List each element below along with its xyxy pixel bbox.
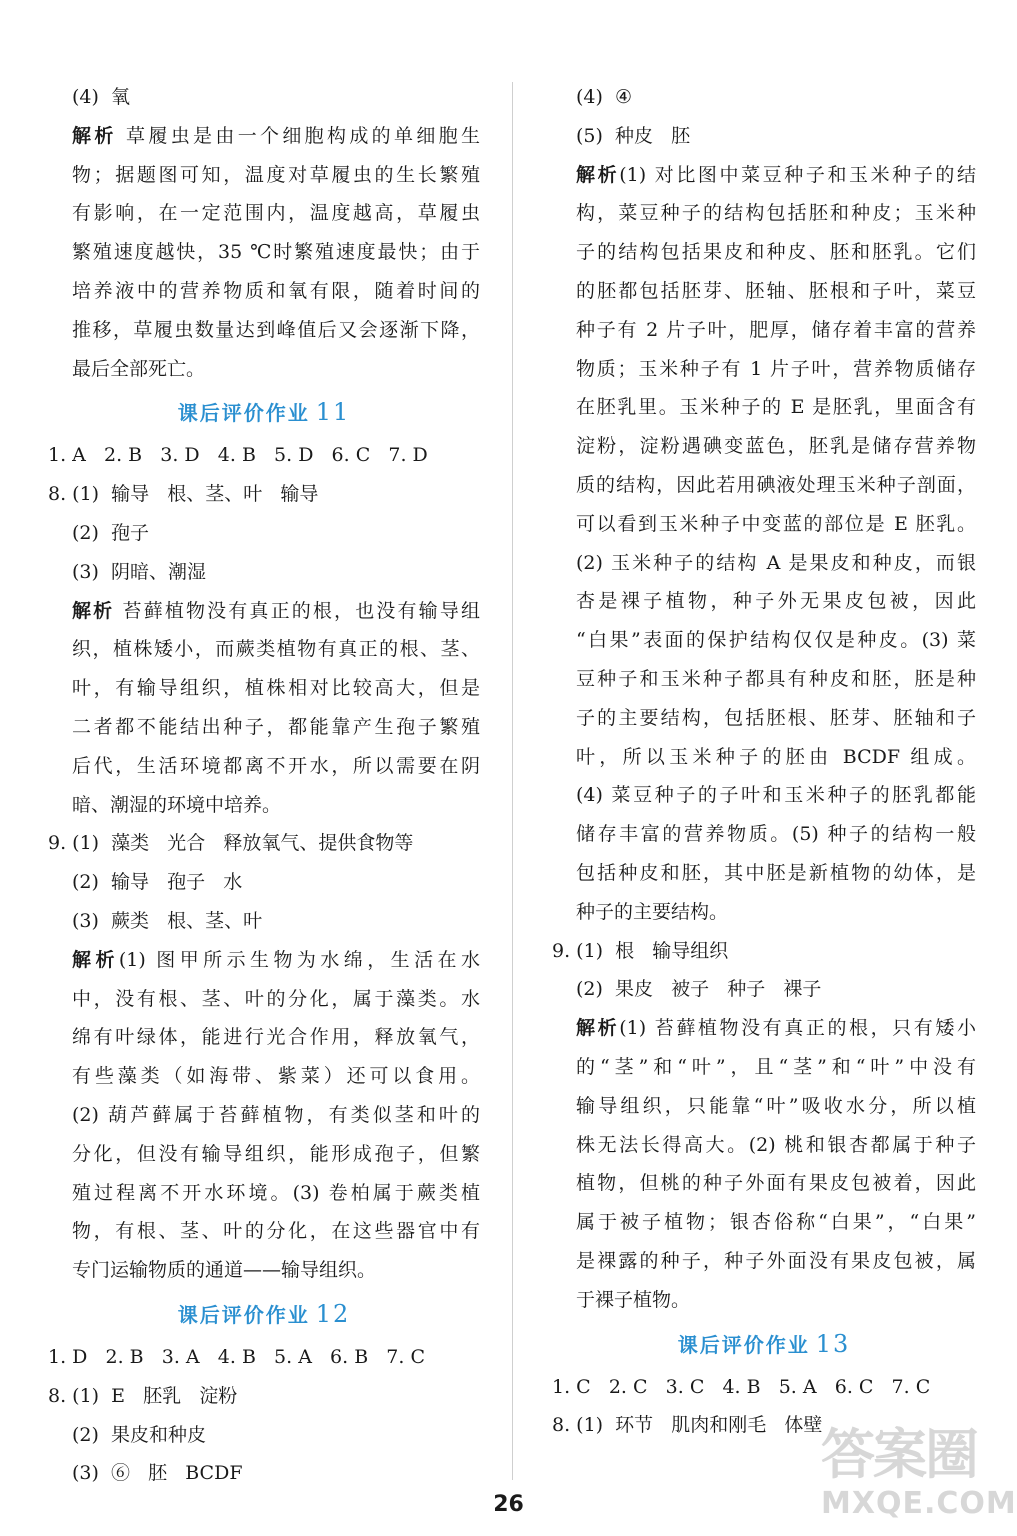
text-line bbox=[552, 1048, 976, 1087]
line-text: 草履虫是由一个细胞构成的单细胞生 bbox=[116, 124, 480, 147]
section-heading bbox=[552, 1320, 976, 1368]
text-line bbox=[552, 699, 976, 738]
analysis-line bbox=[48, 592, 480, 631]
line-text: (2) 孢子 bbox=[72, 521, 149, 544]
line-text: 二者都不能结出种子，都能靠产生孢子繁殖 bbox=[72, 715, 480, 738]
line-text: (3) 蕨类 根、茎、叶 bbox=[72, 909, 263, 932]
line-text: 物质；玉米种子有 1 片子叶，营养物质储存 bbox=[576, 357, 976, 380]
text-line bbox=[48, 311, 480, 350]
line-text: 绵有叶绿体，能进行光合作用，释放氧气， bbox=[72, 1026, 480, 1049]
line-text: 在胚乳里。玉米种子的 E 是胚乳，里面含有 bbox=[576, 396, 976, 419]
text-line bbox=[552, 815, 976, 854]
line-text: 子的主要结构，包括胚根、胚芽、胚轴和子 bbox=[576, 706, 976, 729]
line-text: 物；据题图可知，温度对草履虫的生长繁殖 bbox=[72, 163, 480, 186]
line-text: (4) ④ bbox=[576, 86, 633, 108]
section-heading-title: 课后评价作业 bbox=[177, 1302, 310, 1327]
text-line bbox=[48, 1135, 480, 1174]
text-line bbox=[552, 1087, 976, 1126]
text-line bbox=[552, 1368, 976, 1407]
text-line bbox=[48, 786, 480, 825]
line-text: 种子有 2 片子叶，肥厚，储存着丰富的营养 bbox=[576, 318, 976, 341]
line-text: 输导组织，只能靠“叶”吸收水分，所以植 bbox=[576, 1094, 976, 1117]
line-text: 9. (1) 藻类 光合 释放氧气、提供食物等 bbox=[48, 832, 414, 855]
line-text: “白果”表面的保护结构仅仅是种皮。(3) 菜 bbox=[576, 629, 976, 652]
line-text: 储存丰富的营养物质。(5) 种子的结构一般 bbox=[576, 823, 976, 846]
line-text: (4) 氧 bbox=[72, 86, 130, 108]
text-line bbox=[48, 1377, 480, 1416]
text-line bbox=[552, 233, 976, 272]
line-text: 织，植株矮小，而蕨类植物有真正的根、茎、 bbox=[72, 638, 480, 661]
analysis-keyword: 解析 bbox=[576, 1017, 620, 1040]
text-line bbox=[48, 902, 480, 941]
analysis-keyword: 解析 bbox=[72, 948, 119, 971]
column-divider bbox=[512, 82, 513, 1480]
line-text: 1. D 2. B 3. A 4. B 5. A 6. B 7. C bbox=[48, 1345, 425, 1368]
line-text: (5) 种皮 胚 bbox=[576, 124, 691, 147]
section-heading-title: 课后评价作业 bbox=[677, 1332, 810, 1357]
text-line bbox=[552, 970, 976, 1009]
text-line bbox=[48, 553, 480, 592]
text-line bbox=[48, 272, 480, 311]
text-line bbox=[48, 156, 480, 195]
text-line bbox=[552, 1203, 976, 1242]
line-text: 叶，有输导组织，植株相对比较高大，但是 bbox=[72, 677, 480, 700]
text-line bbox=[552, 388, 976, 427]
analysis-keyword: 解析 bbox=[576, 163, 620, 186]
line-text: (1) 对比图中菜豆种子和玉米种子的结 bbox=[619, 163, 976, 186]
text-line bbox=[552, 350, 976, 389]
line-text: 于裸子植物。 bbox=[576, 1288, 691, 1311]
text-line bbox=[552, 621, 976, 660]
analysis-line bbox=[48, 941, 480, 980]
text-line bbox=[552, 505, 976, 544]
text-line bbox=[48, 1018, 480, 1057]
line-text: 9. (1) 根 输导组织 bbox=[552, 939, 729, 962]
line-text: 物，有根、茎、叶的分化，在这些器官中有 bbox=[72, 1220, 480, 1243]
text-line bbox=[552, 854, 976, 893]
line-text: 是裸露的种子，种子外面没有果皮包被，属 bbox=[576, 1249, 976, 1272]
line-text: 的“茎”和“叶”，且“茎”和“叶”中没有 bbox=[576, 1055, 976, 1078]
text-line bbox=[48, 194, 480, 233]
text-line bbox=[552, 582, 976, 621]
line-text: 8. (1) 环节 肌肉和刚毛 体壁 bbox=[552, 1414, 823, 1437]
text-line bbox=[48, 863, 480, 902]
text-line bbox=[48, 669, 480, 708]
text-line bbox=[48, 1212, 480, 1251]
analysis-line bbox=[552, 1009, 976, 1048]
line-text: (2) 葫芦藓属于苔藓植物，有类似茎和叶的 bbox=[72, 1103, 480, 1126]
line-text: 种子的主要结构。 bbox=[576, 900, 729, 923]
line-text: 苔藓植物没有真正的根，也没有输导组 bbox=[114, 599, 480, 622]
analysis-line bbox=[48, 117, 480, 156]
text-line bbox=[552, 1164, 976, 1203]
line-text: 最后全部死亡。 bbox=[72, 357, 206, 380]
line-text: 8. (1) E 胚乳 淀粉 bbox=[48, 1384, 238, 1407]
line-text: (3) 阴暗、潮湿 bbox=[72, 560, 206, 583]
text-line bbox=[48, 630, 480, 669]
text-line bbox=[48, 436, 480, 475]
line-text: 可以看到玉米种子中变蓝的部位是 E 胚乳。 bbox=[576, 512, 976, 535]
text-line bbox=[552, 660, 976, 699]
section-heading-number: 12 bbox=[315, 1299, 351, 1328]
section-heading-title: 课后评价作业 bbox=[177, 401, 310, 426]
line-text: 有影响，在一定范围内，温度越高，草履虫 bbox=[72, 202, 480, 225]
text-line bbox=[552, 427, 976, 466]
text-line bbox=[48, 1338, 480, 1377]
line-text: (2) 果皮 被子 种子 裸子 bbox=[576, 978, 822, 1001]
line-text: 后代，生活环境都离不开水，所以需要在阴 bbox=[72, 754, 480, 777]
line-text: 1. C 2. C 3. C 4. B 5. A 6. C 7. C bbox=[552, 1375, 931, 1398]
line-text: (1) 苔藓植物没有真正的根，只有矮小 bbox=[619, 1017, 976, 1040]
text-line bbox=[552, 1126, 976, 1165]
line-text: (4) 菜豆种子的子叶和玉米种子的胚乳都能 bbox=[576, 784, 976, 807]
text-line bbox=[552, 78, 976, 117]
line-text: 属于被子植物；银杏俗称“白果”，“白果” bbox=[576, 1211, 976, 1234]
line-text: 株无法长得高大。(2) 桃和银杏都属于种子 bbox=[576, 1133, 976, 1156]
line-text: 豆种子和玉米种子都具有种皮和胚，胚是种 bbox=[576, 667, 976, 690]
text-line bbox=[48, 824, 480, 863]
text-line bbox=[48, 233, 480, 272]
line-text: (2) 果皮和种皮 bbox=[72, 1423, 206, 1446]
text-line bbox=[48, 1057, 480, 1096]
text-line bbox=[48, 708, 480, 747]
text-line bbox=[48, 1416, 480, 1455]
text-line bbox=[48, 78, 480, 117]
text-line bbox=[552, 932, 976, 971]
text-line bbox=[552, 311, 976, 350]
line-text: 8. (1) 输导 根、茎、叶 输导 bbox=[48, 483, 319, 506]
text-line bbox=[552, 738, 976, 777]
text-line bbox=[48, 350, 480, 389]
text-line bbox=[48, 747, 480, 786]
line-text: 杏是裸子植物，种子外无果皮包被，因此 bbox=[576, 590, 976, 613]
line-text: (2) 玉米种子的结构 A 是果皮和种皮，而银 bbox=[576, 551, 976, 574]
line-text: 子的结构包括果皮和种皮、胚和胚乳。它们 bbox=[576, 241, 976, 264]
text-line bbox=[552, 466, 976, 505]
text-line bbox=[552, 1281, 976, 1320]
text-line bbox=[48, 1174, 480, 1213]
section-heading-number: 11 bbox=[315, 398, 351, 427]
text-line bbox=[48, 1096, 480, 1135]
watermark-url: MXQE.COM bbox=[821, 1486, 1017, 1521]
line-text: 构，菜豆种子的结构包括胚和种皮；玉米种 bbox=[576, 202, 976, 225]
line-text: (1) 图甲所示生物为水绵，生活在水 bbox=[118, 948, 480, 971]
analysis-keyword: 解析 bbox=[72, 124, 117, 147]
text-line bbox=[48, 475, 480, 514]
line-text: 叶，所以玉米种子的胚由 BCDF 组成。 bbox=[576, 745, 976, 768]
text-line bbox=[48, 514, 480, 553]
text-line bbox=[552, 1242, 976, 1281]
analysis-line bbox=[552, 156, 976, 195]
line-text: 质的结构，因此若用碘液处理玉米种子剖面， bbox=[576, 473, 976, 496]
line-text: 培养液中的营养物质和氧有限，随着时间的 bbox=[72, 279, 480, 302]
text-line bbox=[48, 980, 480, 1019]
line-text: 暗、潮湿的环境中培养。 bbox=[72, 793, 282, 816]
section-heading bbox=[48, 1290, 480, 1338]
line-text: 分化，但没有输导组织，能形成孢子，但繁 bbox=[72, 1142, 480, 1165]
line-text: (2) 输导 孢子 水 bbox=[72, 871, 243, 894]
page-number: 26 bbox=[493, 1492, 524, 1517]
text-line bbox=[48, 1454, 480, 1493]
line-text: 殖过程离不开水环境。(3) 卷柏属于蕨类植 bbox=[72, 1181, 480, 1204]
line-text: 的胚都包括胚芽、胚轴、胚根和子叶，菜豆 bbox=[576, 279, 976, 302]
line-text: 植物，但桃的种子外面有果皮包被着，因此 bbox=[576, 1172, 976, 1195]
line-text: 1. A 2. B 3. D 4. B 5. D 6. C 7. D bbox=[48, 444, 428, 467]
line-text: 淀粉，淀粉遇碘变蓝色，胚乳是储存营养物 bbox=[576, 435, 976, 458]
line-text: 繁殖速度越快，35 ℃时繁殖速度最快；由于 bbox=[72, 241, 480, 264]
text-line bbox=[552, 117, 976, 156]
text-line bbox=[552, 544, 976, 583]
text-line bbox=[552, 194, 976, 233]
analysis-keyword: 解析 bbox=[72, 599, 115, 622]
line-text: 有些藻类（如海带、紫菜）还可以食用。 bbox=[72, 1065, 480, 1088]
line-text: 包括种皮和胚，其中胚是新植物的幼体，是 bbox=[576, 861, 976, 884]
text-line bbox=[552, 776, 976, 815]
line-text: (3) ⑥ 胚 BCDF bbox=[72, 1462, 243, 1485]
section-heading bbox=[48, 388, 480, 436]
watermark-logo bbox=[821, 1422, 1017, 1528]
section-heading-number: 13 bbox=[815, 1329, 851, 1358]
text-line bbox=[552, 272, 976, 311]
text-line bbox=[48, 1251, 480, 1290]
line-text: 中，没有根、茎、叶的分化，属于藻类。水 bbox=[72, 987, 480, 1010]
line-text: 推移，草履虫数量达到峰值后又会逐渐下降， bbox=[72, 318, 480, 341]
left-column bbox=[48, 78, 480, 1493]
line-text: 专门运输物质的通道——输导组织。 bbox=[72, 1259, 377, 1282]
watermark-logo-text: 答案圈 bbox=[821, 1423, 977, 1486]
text-line bbox=[552, 893, 976, 932]
right-column bbox=[552, 78, 976, 1445]
